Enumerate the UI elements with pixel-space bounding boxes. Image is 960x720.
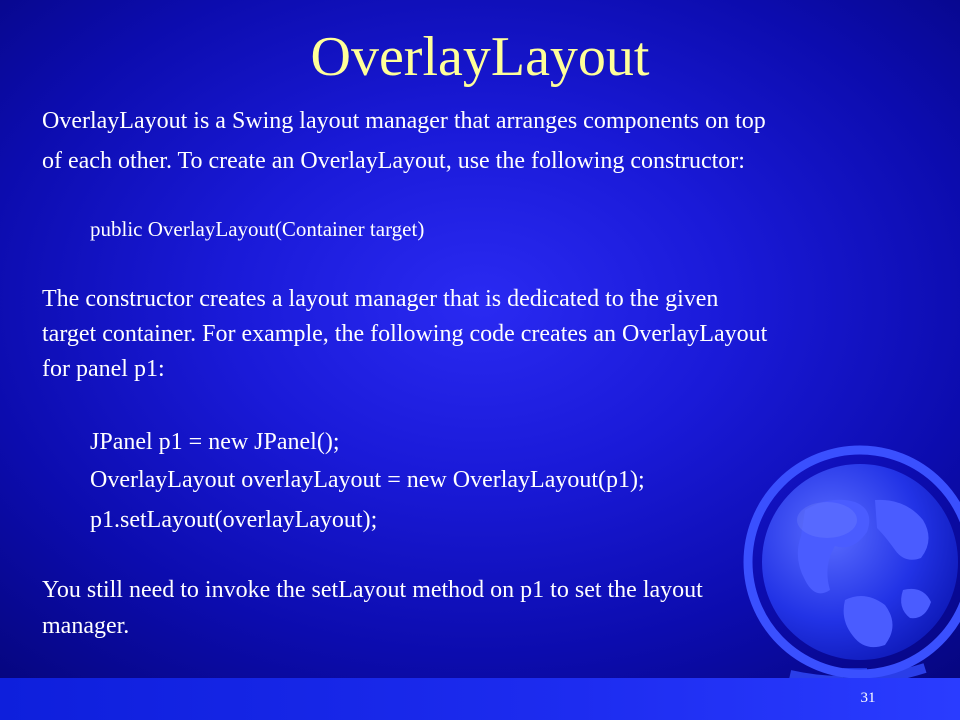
intro-line: of each other. To create an OverlayLayout, use the following constructor:	[42, 148, 745, 174]
globe-icon	[735, 440, 960, 700]
description-line: for panel p1:	[42, 356, 165, 382]
constructor-code: public OverlayLayout(Container target)	[90, 217, 425, 241]
code-line: p1.setLayout(overlayLayout);	[90, 507, 378, 533]
description-line: target container. For example, the following code creates an OverlayLayout	[42, 321, 768, 347]
code-line: OverlayLayout overlayLayout = new OverlayLayout(p1);	[90, 467, 645, 493]
code-line: JPanel p1 = new JPanel();	[90, 429, 340, 455]
closing-line: manager.	[42, 613, 130, 639]
slide-title: OverlayLayout	[310, 26, 650, 88]
closing-line: You still need to invoke the setLayout method on p1 to set the layout	[42, 577, 703, 603]
page-number: 31	[860, 690, 876, 706]
intro-line: OverlayLayout is a Swing layout manager that arranges components on top	[42, 108, 766, 134]
description-line: The constructor creates a layout manager that is dedicated to the given	[42, 286, 719, 312]
footer-bar	[0, 678, 960, 720]
